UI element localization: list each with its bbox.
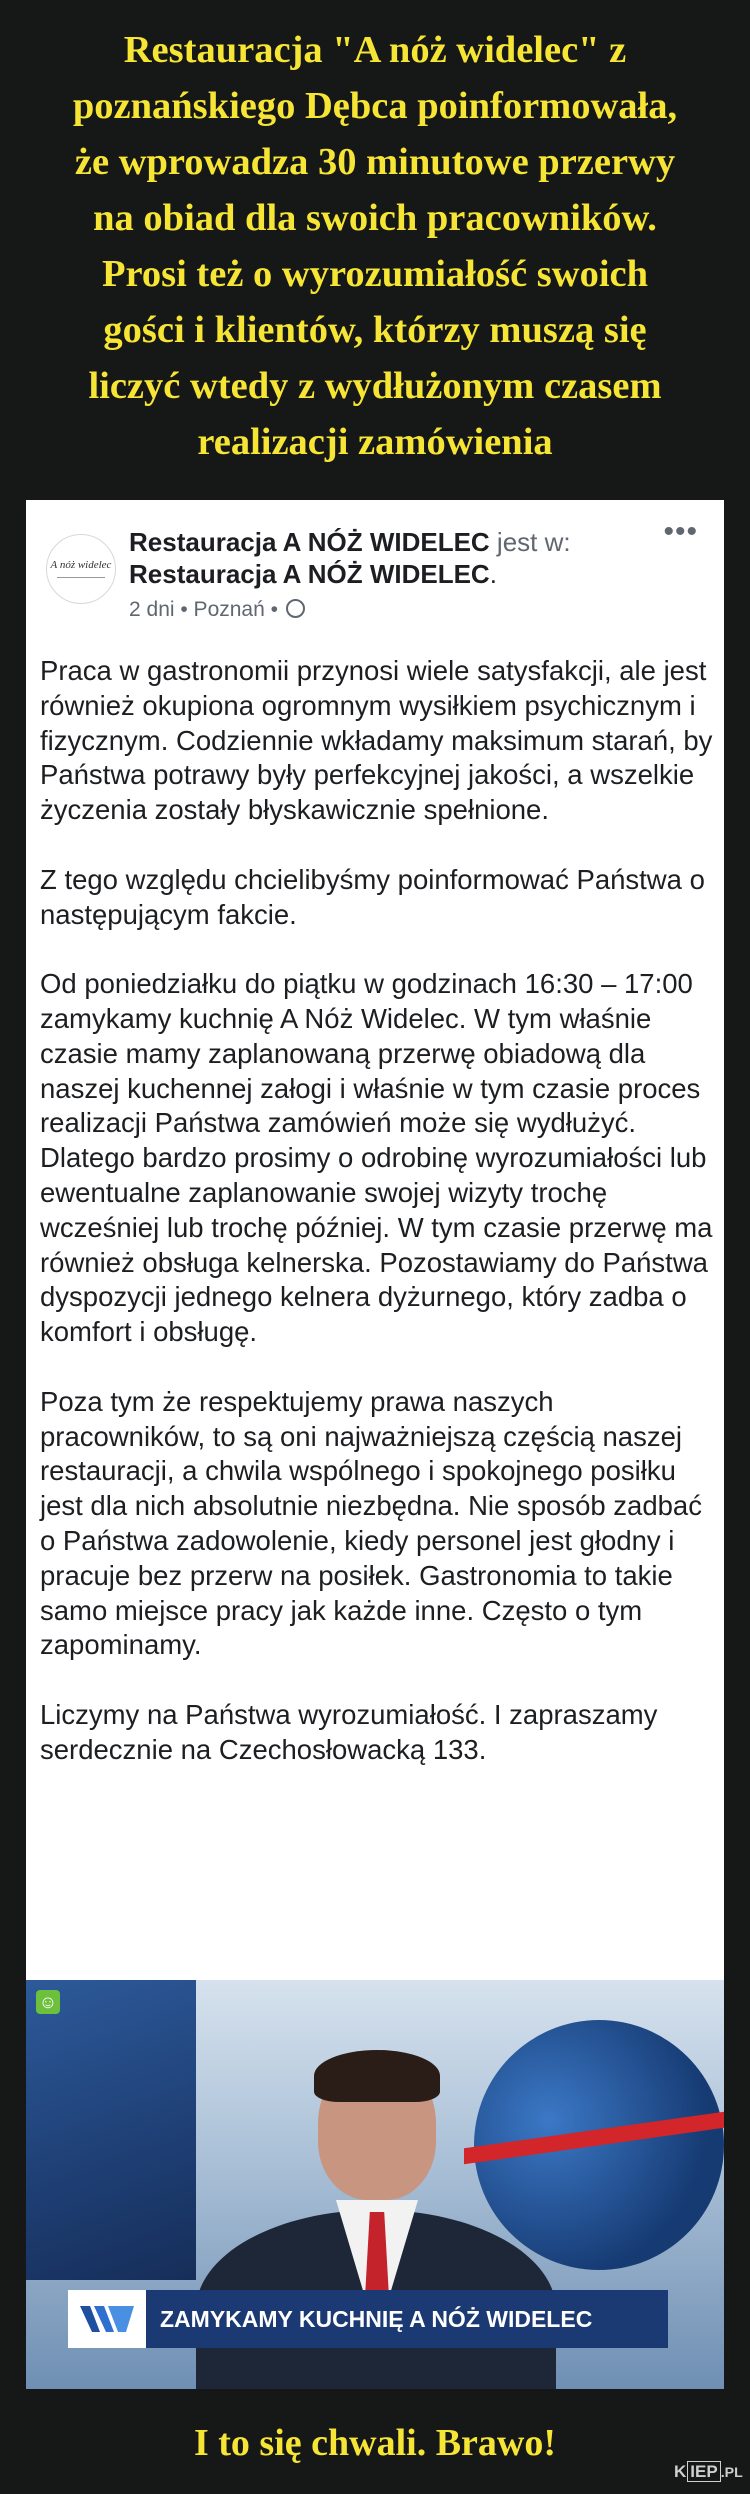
watermark-iep: IEP <box>687 2461 720 2482</box>
news-banner-text: ZAMYKAMY KUCHNIĘ A NÓŻ WIDELEC <box>160 2306 593 2332</box>
avatar[interactable] <box>46 534 116 604</box>
avatar-logo-text: A nóż widelec <box>50 559 112 571</box>
globe-icon <box>286 599 305 618</box>
studio-background-left <box>26 1980 196 2280</box>
checkin-text: jest w: <box>489 527 571 557</box>
bottom-caption: I to się chwali. Brawo! <box>193 2422 557 2464</box>
headline: Restauracja "A nóż widelec" z poznańskiego Dębca poinformowała, że wprowadza 30 minutowe przerwy na obiad dla swoich pracowników. Prosi też o wyrozumiałość swoich gości i klientów, którzy muszą się liczyć wtedy z wydłużonym czasem realizacji zamówienia <box>72 29 678 463</box>
post-paragraph-3: Od poniedziałku do piątku w godzinach 16:30 – 17:00 zamykamy kuchnię A Nóż Widelec. W tym właśnie czasie mamy zaplanowaną przerwę obiadową dla naszej kuchennej załogi i właśnie w tym czasie proces realizacji Państwa zamówień może się wydłużyć. Dlatego bardzo prosimy o odrobinę wyrozumiałości lub ewentualne zaplanowanie swojej wizyty trochę wcześniej lub trochę później. W tym czasie przerwę ma również obsługa kelnerska. Pozostawiamy do Państwa dyspozycji jednego kelnera dyżurnego, który zadba o komfort i obsługę. <box>40 968 713 1348</box>
avatar-divider <box>57 577 105 578</box>
post-paragraph-1: Praca w gastronomii przynosi wiele satysfakcji, ale jest również okupiona ogromnym wysiłkiem psychicznym i fizycznym. Codziennie wkładamy maksimum starań, by Państwa potrawy były perfekcyjnej jakości, a wszelkie życzenia zostały błyskawicznie spełnione. <box>40 655 713 826</box>
post-header <box>129 526 649 590</box>
tv-screenshot <box>26 1980 724 2389</box>
location-page[interactable]: Restauracja A NÓŻ WIDELEC <box>129 559 490 589</box>
post-paragraph-4: Poza tym że respektujemy prawa naszych pracowników, to są oni najważniejszą częścią naszej restauracji, a chwila wspólnego i spokojnego posiłku jest dla nich absolutnie niezbędna. Nie sposób zadbać o Państwa zadowolenie, kiedy personel jest głodny i pracuje bez przerw na posiłek. Gastronomia to takie samo miejsce pracy jak każde inne. Często o tym zapominamy. <box>40 1385 702 1661</box>
presenter-hair <box>314 2050 440 2102</box>
post-meta <box>129 598 305 622</box>
smiley-icon: ☺ <box>36 1990 60 2014</box>
site-watermark <box>674 2459 743 2485</box>
post-meta-text: 2 dni • Poznań • <box>129 598 278 621</box>
author-name[interactable]: Restauracja A NÓŻ WIDELEC <box>129 527 490 557</box>
post-paragraph-5: Liczymy na Państwa wyrozumiałość. I zapraszamy serdecznie na Czechosłowacką 133. <box>40 1698 658 1765</box>
facebook-post-card <box>26 500 724 2389</box>
post-body <box>40 654 720 1802</box>
news-logo-icon <box>68 2290 146 2348</box>
watermark-k: K <box>674 2462 687 2481</box>
more-options-icon[interactable]: ••• <box>663 515 698 548</box>
watermark-pl: .PL <box>720 2465 743 2481</box>
header-period: . <box>489 559 497 589</box>
post-paragraph-2: Z tego względu chcielibyśmy poinformować Państwa o następującym fakcie. <box>40 863 705 930</box>
news-banner <box>68 2290 668 2348</box>
